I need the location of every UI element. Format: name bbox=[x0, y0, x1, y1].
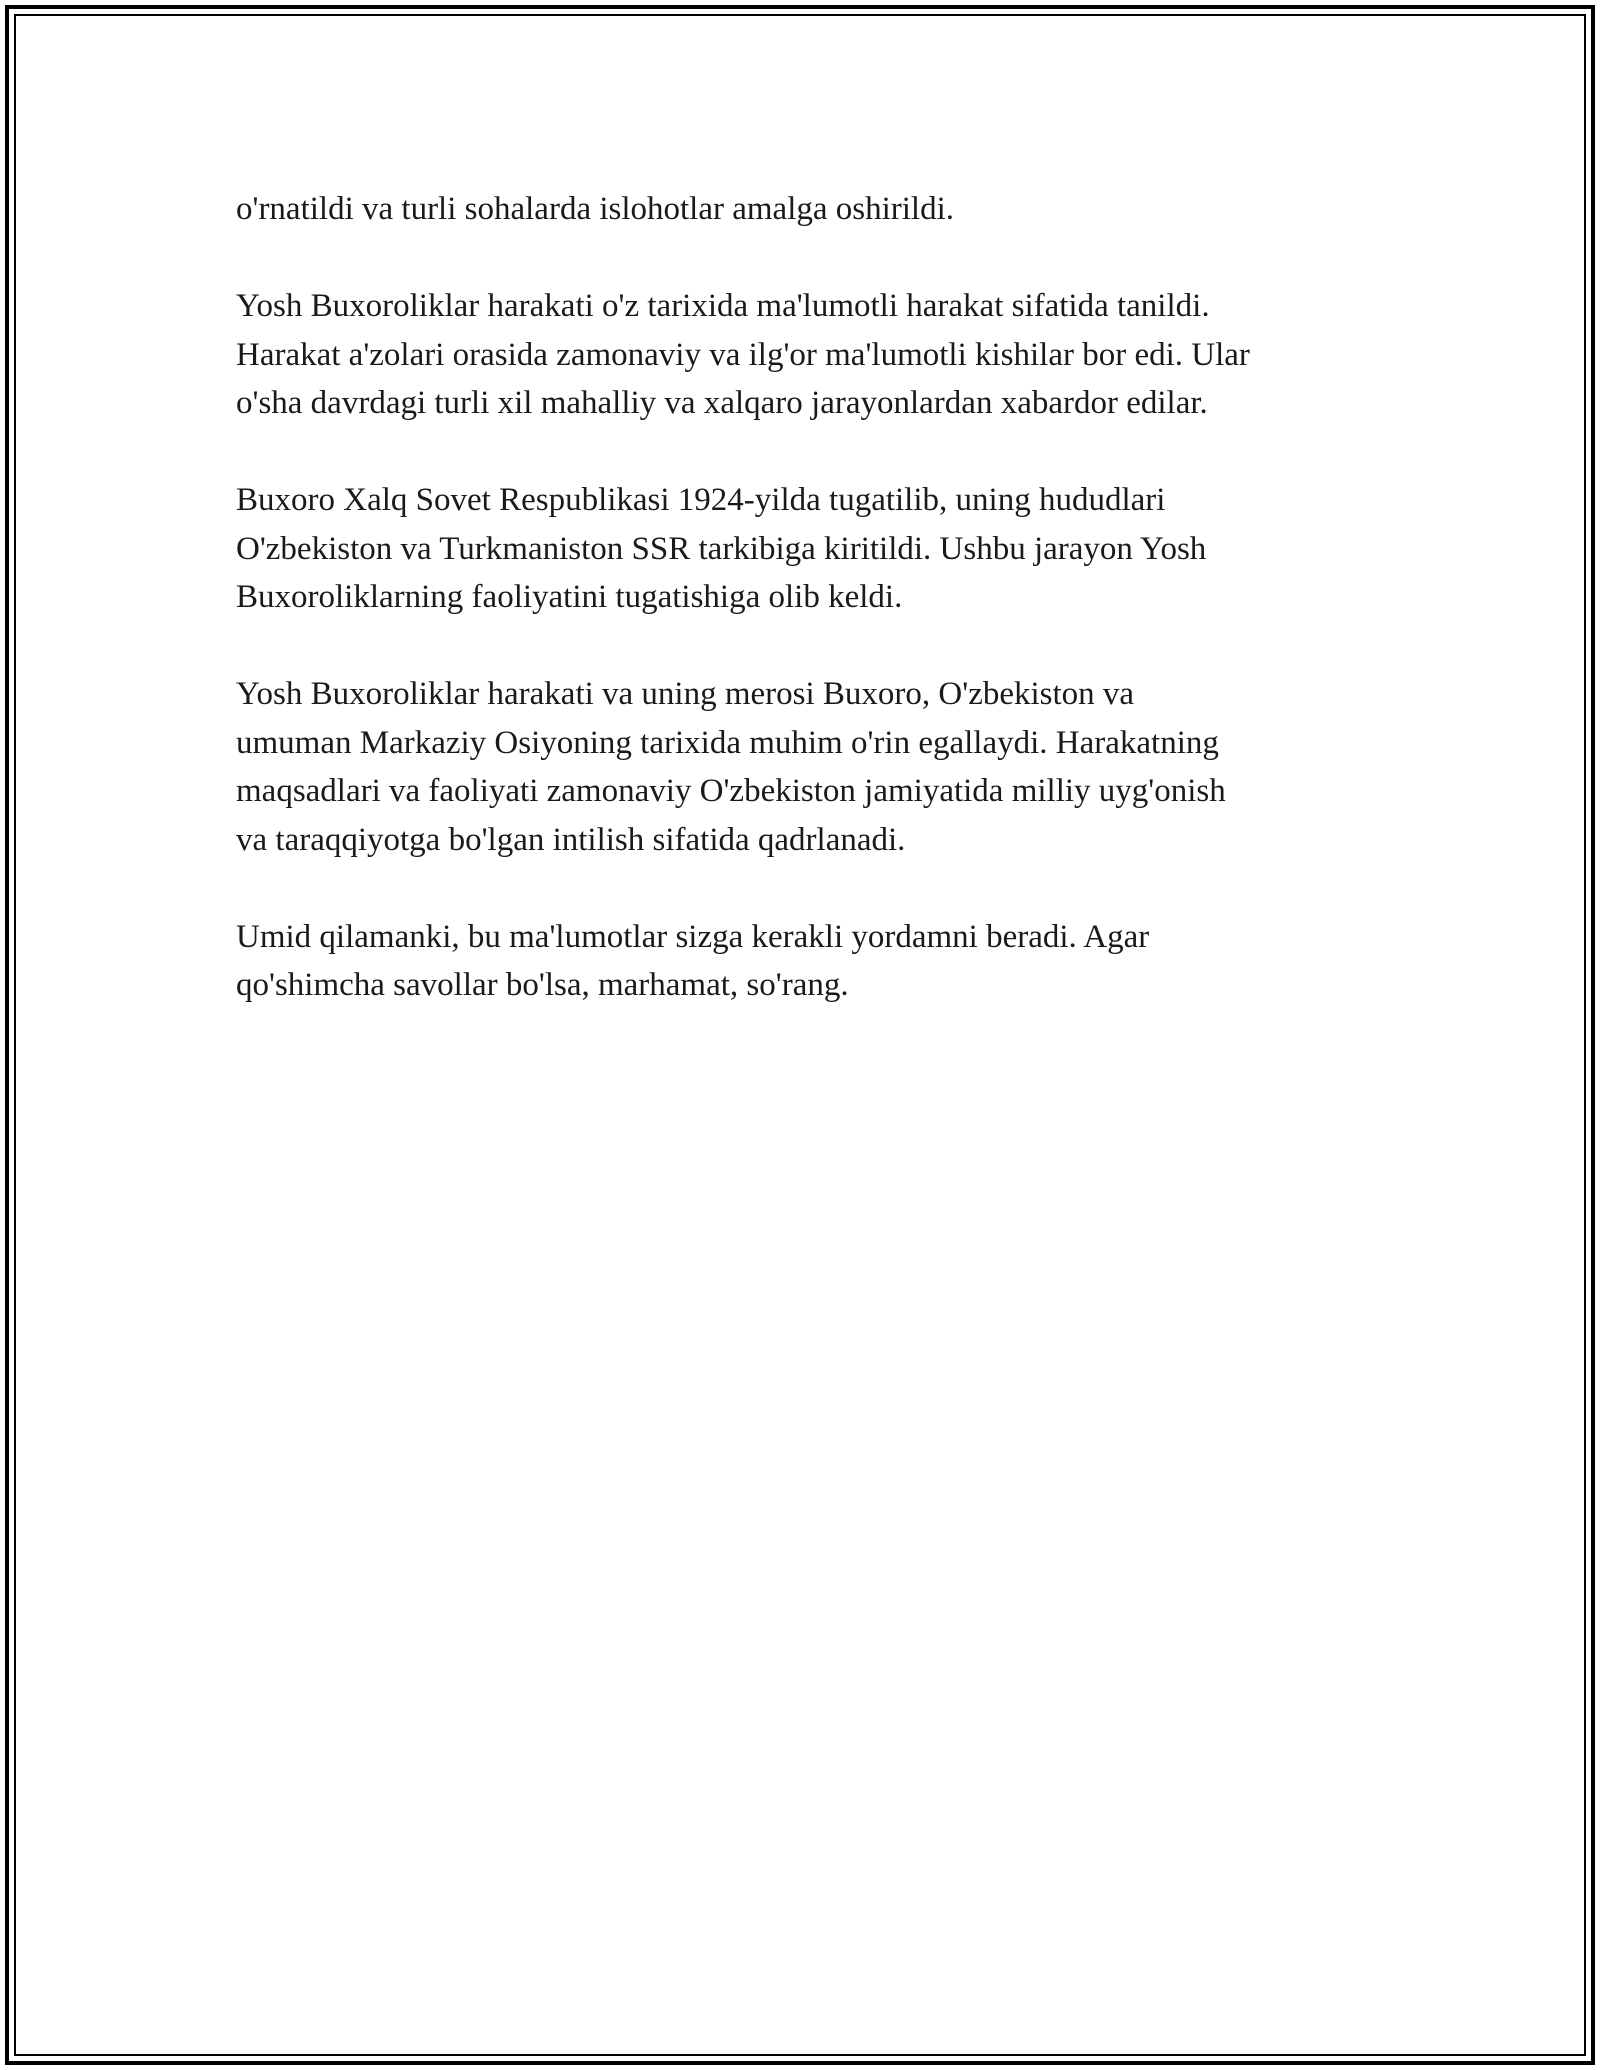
text-line: Umid qilamanki, bu ma'lumotlar sizga kerakli yordamni beradi. Agar bbox=[236, 918, 1150, 955]
text-line: Yosh Buxoroliklar harakati va uning merosi Buxoro, O'zbekiston va bbox=[236, 676, 1135, 712]
text-line: Buxoro Xalq Sovet Respublikasi 1924-yilda tugatilib, uning hududlari bbox=[236, 482, 1166, 518]
paragraph-5 bbox=[236, 913, 1386, 1010]
document-body bbox=[236, 185, 1386, 1058]
paragraph-1 bbox=[236, 185, 1386, 234]
text-line: o'sha davrdagi turli xil mahalliy va xalqaro jarayonlardan xabardor edilar. bbox=[236, 385, 1208, 421]
text-line: Buxoroliklarning faoliyatini tugatishiga olib keldi. bbox=[236, 579, 903, 615]
text-line: o'rnatildi va turli sohalarda islohotlar amalga oshirildi. bbox=[236, 191, 955, 227]
text-line: maqsadlari va faoliyati zamonaviy O'zbekiston jamiyatida milliy uyg'onish bbox=[236, 773, 1226, 809]
text-line: Harakat a'zolari orasida zamonaviy va ilg'or ma'lumotli kishilar bor edi. Ular bbox=[236, 336, 1250, 373]
paragraph-4 bbox=[236, 670, 1386, 864]
text-line: O'zbekiston va Turkmaniston SSR tarkibiga kiritildi. Ushbu jarayon Yosh bbox=[236, 530, 1207, 567]
paragraph-2 bbox=[236, 282, 1386, 428]
text-line: Yosh Buxoroliklar harakati o'z tarixida ma'lumotli harakat sifatida tanildi. bbox=[236, 288, 1210, 324]
text-line: va taraqqiyotga bo'lgan intilish sifatida qadrlanadi. bbox=[236, 821, 906, 858]
text-line: umuman Markaziy Osiyoning tarixida muhim o'rin egallaydi. Harakatning bbox=[236, 724, 1219, 761]
paragraph-3 bbox=[236, 476, 1386, 622]
text-line: qo'shimcha savollar bo'lsa, marhamat, so'rang. bbox=[236, 967, 849, 1003]
